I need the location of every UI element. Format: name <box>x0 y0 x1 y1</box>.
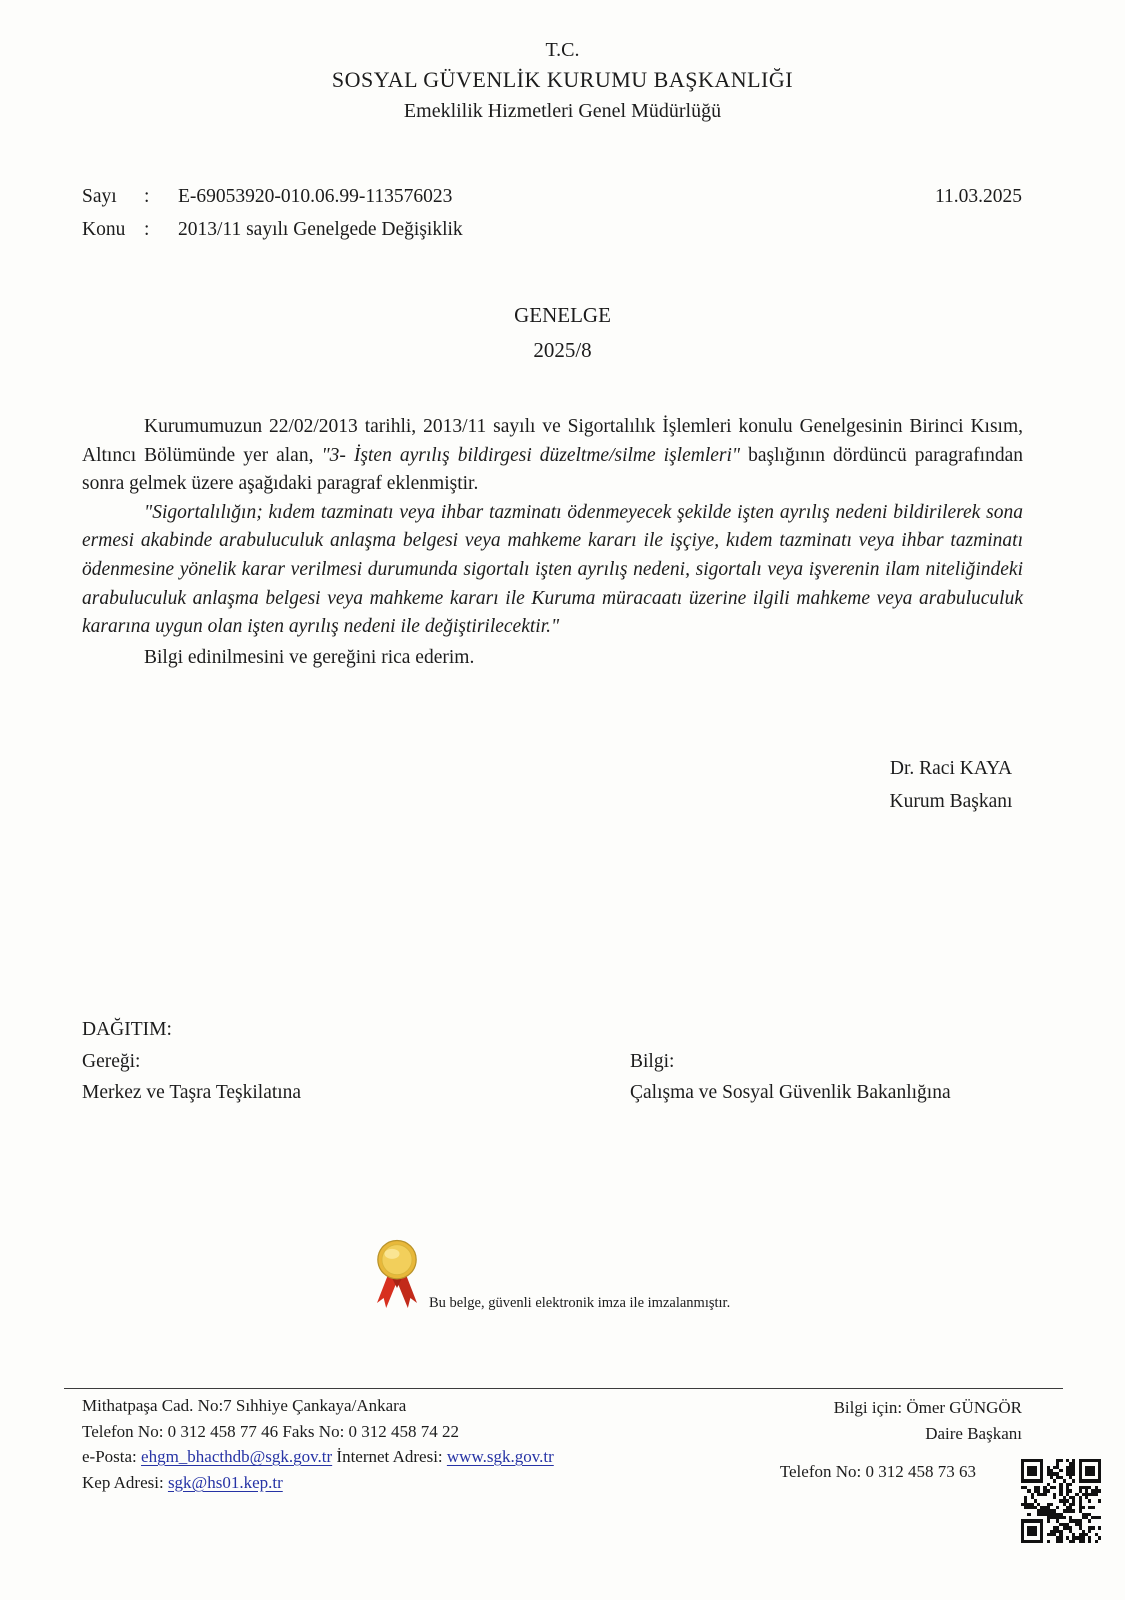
distribution-heading: DAĞITIM: <box>82 1019 172 1040</box>
letterhead <box>0 36 1125 126</box>
signer-title: Kurum Başkanı <box>889 791 1013 812</box>
sayi-value: E-69053920-010.06.99-113576023 <box>178 186 453 207</box>
distribution-block <box>82 1014 1025 1109</box>
document-title <box>0 298 1125 368</box>
footer-eposta-line <box>82 1444 642 1470</box>
footer-address: Mithatpaşa Cad. No:7 Sıhhiye Çankaya/Ankara <box>82 1396 407 1415</box>
body-text <box>82 413 1023 672</box>
letterhead-dept: Emeklilik Hizmetleri Genel Müdürlüğü <box>403 100 722 122</box>
letterhead-org: SOSYAL GÜVENLİK KURUMU BAŞKANLIĞI <box>331 67 794 92</box>
contact-person: Bilgi için: Ömer GÜNGÖR <box>833 1398 1022 1417</box>
footer <box>82 1393 1022 1495</box>
sayi-label: Sayı <box>82 186 117 207</box>
p1-regular-after: başlığının dördüncü paragrafından sonra gelmek üzere aşağıdaki paragraf eklenmiştir. <box>82 444 1023 495</box>
konu-colon: : <box>144 219 150 240</box>
esign-seal <box>372 1238 730 1318</box>
footer-left <box>82 1393 642 1495</box>
bilgi-value: Çalışma ve Sosyal Güvenlik Bakanlığına <box>630 1082 951 1103</box>
contact-title: Daire Başkanı <box>925 1423 1022 1443</box>
meta-row-konu <box>82 213 1022 246</box>
sayi-colon: : <box>144 186 150 207</box>
geregi-value: Merkez ve Taşra Teşkilatına <box>82 1082 302 1103</box>
paragraph-1 <box>82 413 1023 499</box>
signature-block <box>846 752 1056 818</box>
signer-name: Dr. Raci KAYA <box>889 758 1013 779</box>
document-date: 11.03.2025 <box>934 186 1022 207</box>
footer-divider <box>64 1388 1063 1389</box>
eposta-link[interactable]: ehgm_bhacthdb@sgk.gov.tr <box>141 1447 333 1466</box>
gold-medal-ribbon-icon <box>372 1238 422 1318</box>
bilgi-label: Bilgi: <box>630 1050 675 1072</box>
internet-label: İnternet Adresi: <box>336 1447 443 1466</box>
esign-statement: Bu belge, güvenli elektronik imza ile imzalanmıştır. <box>429 1295 731 1311</box>
contact-phone: Telefon No: 0 312 458 73 63 <box>779 1462 976 1481</box>
kep-link[interactable]: sgk@hs01.kep.tr <box>167 1472 283 1492</box>
footer-right <box>780 1395 1022 1485</box>
paragraph-2-quoted: "Sigortalılığın; kıdem tazminatı veya ihbar tazminatı ödenmeyecek şekilde işten ayrılış nedeni bildirilerek sona ermesi akabinde arabuluculuk anlaşma belgesi veya mahkeme kararı ile işçiye, kıdem tazminatı veya ihbar tazminatı ödenmesine yönelik karar verilmesi durumunda sigortalı işten ayrılış nedeni, sigortalı veya işverenin ilam niteliğindeki arabuluculuk anlaşma belgesi veya mahkeme kararı ile Kuruma müracaatı üzerine ilgili mahkeme veya arabuluculuk kararına uygun olan işten ayrılış nedeni ile değiştirilecektir." <box>82 501 1023 638</box>
title-genelge: GENELGE <box>514 303 611 327</box>
meta-row-sayi <box>82 180 1022 213</box>
meta-block <box>82 180 1022 246</box>
konu-value: 2013/11 sayılı Genelgede Değişiklik <box>178 219 463 240</box>
qr-code <box>1021 1459 1101 1543</box>
eposta-label: e-Posta: <box>82 1447 137 1466</box>
closing-sentence: Bilgi edinilmesini ve gereğini rica ederim. <box>144 646 475 668</box>
internet-link[interactable]: www.sgk.gov.tr <box>446 1447 554 1466</box>
title-number: 2025/8 <box>533 338 592 362</box>
footer-phone-fax: Telefon No: 0 312 458 77 46 Faks No: 0 312 458 74 22 <box>82 1421 460 1441</box>
footer-kep-line <box>82 1470 642 1496</box>
distribution-columns <box>82 1046 1025 1109</box>
geregi-label: Gereği: <box>82 1050 141 1072</box>
kep-label: Kep Adresi: <box>82 1472 164 1492</box>
letterhead-tc: T.C. <box>545 39 580 61</box>
p1-regular-before: Kurumumuzun 22/02/2013 tarihli, 2013/11 sayılı ve Sigortalılık İşlemleri konulu Genelgesinin Birinci Kısım, Altıncı Bölümünde yer alan, <box>82 416 1023 466</box>
konu-label: Konu <box>82 219 126 240</box>
p1-italic-quote: "3- İşten ayrılış bildirgesi düzeltme/silme işlemleri" <box>321 444 741 466</box>
